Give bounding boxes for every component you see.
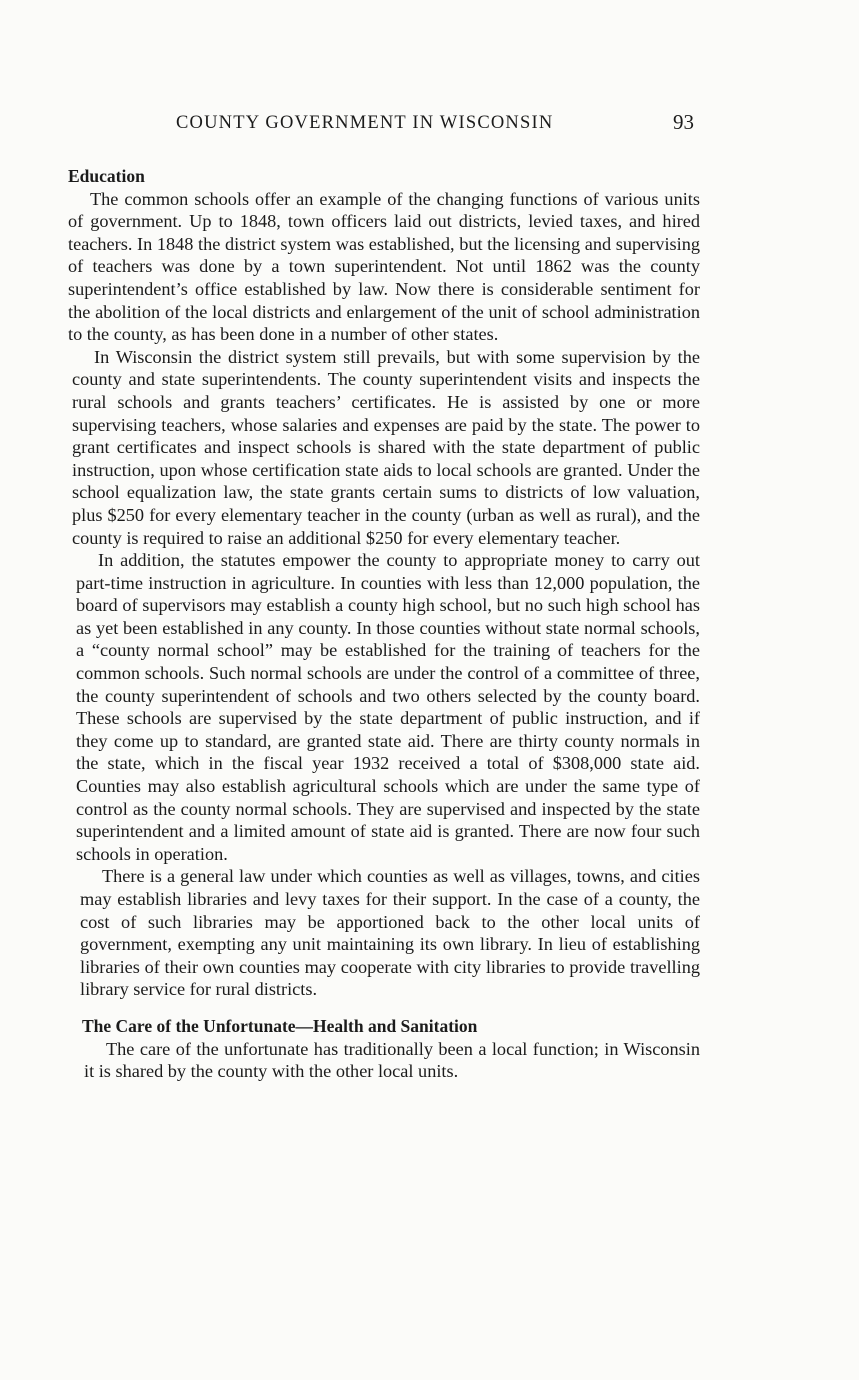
paragraph-libraries: There is a general law under which counties as well as villages, towns, and cities may establish libraries and levy taxes for their support. In the case of a county, the cost of such libraries may be apportioned back to the other local units of government, exempting any unit maintaining its own library. In lieu of establishing libraries of their own counties may cooperate with city libraries to provide travelling library service for rural districts. <box>80 866 700 1000</box>
paragraph-care-unfortunate: The care of the unfortunate has traditionally been a local function; in Wisconsin it is shared by the county with the other local units. <box>84 1038 700 1082</box>
section-heading-education: Education <box>68 166 145 186</box>
paragraph-common-schools: The common schools offer an example of the changing functions of various units of government. Up to 1848, town officers laid out districts, levied taxes, and hired teachers. In 1848 the district system was established, but the licensing and supervising of teachers was done by a town superintendent. Not until 1862 was the county superintendent’s office established by law. Now there is considerable sentiment for the abolition of the local districts and enlargement of the unit of school administration to the county, as has been done in a number of other states. <box>68 188 700 345</box>
section-heading-care: The Care of the Unfortunate—Health and Sanitation <box>82 1015 478 1036</box>
running-title: COUNTY GOVERNMENT IN WISCONSIN <box>176 113 554 133</box>
body-text <box>68 165 700 1083</box>
page-number: 93 <box>673 110 694 134</box>
paragraph-county-schools: In addition, the statutes empower the county to appropriate money to carry out part-time instruction in agriculture. In counties with less than 12,000 population, the board of supervisors may establish a county high school, but no such high school has as yet been established in any county. In those counties without state normal schools, a “county normal school” may be established for the training of teachers for the common schools. Such normal schools are under the control of a committee of three, the county superintendent of schools and two others selected by the county board. These schools are supervised by the state department of public instruction, and if they come up to standard, are granted state aid. There are thirty county normals in the state, which in the fiscal year 1932 received a total of $308,000 state aid. Counties may also establish agricultural schools which are under the same type of control as the county normal schools. They are supervised and inspected by the state superintendent and a limited amount of state aid is granted. There are now four such schools in operation. <box>76 550 700 864</box>
paragraph-district-system: In Wisconsin the district system still prevails, but with some supervision by the county and state superintendents. The county superintendent visits and inspects the rural schools and grants teachers’ certificates. He is assisted by one or more supervising teachers, whose salaries and expenses are paid by the state. The power to grant certificates and inspect schools is shared with the state department of public instruction, upon whose certification state aids to local schools are granted. Under the school equalization law, the state grants certain sums to districts of low valuation, plus $250 for every elementary teacher in the county (urban as well as rural), and the county is required to raise an additional $250 for every elementary teacher. <box>72 346 700 548</box>
running-head <box>68 110 700 137</box>
